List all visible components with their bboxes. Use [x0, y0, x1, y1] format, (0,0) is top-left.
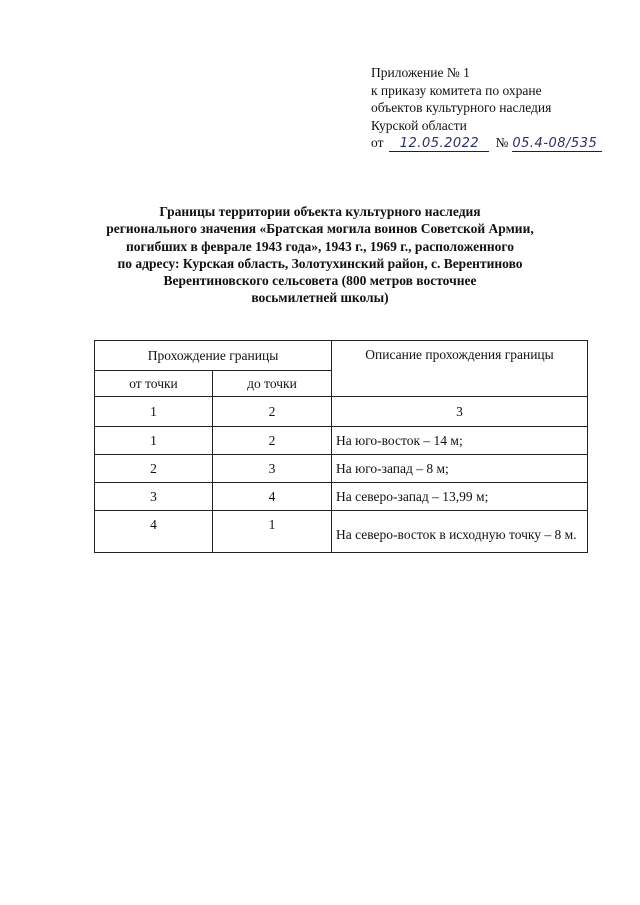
to-point-cell: 1: [213, 511, 332, 553]
column-number-row: [95, 397, 588, 427]
column-number: 3: [332, 397, 588, 427]
column-number: 2: [213, 397, 332, 427]
from-point-cell: 1: [95, 427, 213, 455]
header-boundary-description: Описание прохождения границы: [332, 341, 588, 397]
table-row: [95, 455, 588, 483]
appendix-committee: объектов культурного наследия: [371, 100, 552, 115]
handwritten-number: 05.4-08/535: [512, 136, 602, 152]
table-row: [95, 483, 588, 511]
from-point-cell: 4: [95, 511, 213, 553]
header-boundary-passage: Прохождение границы: [95, 341, 332, 371]
title-line: восьмилетней школы): [251, 290, 389, 306]
appendix-title: Приложение № 1: [371, 65, 470, 80]
description-cell: На северо-запад – 13,99 м;: [332, 483, 588, 511]
to-point-cell: 2: [213, 427, 332, 455]
boundary-table: [94, 340, 588, 553]
appendix-order-ref: к приказу комитета по охране: [371, 82, 542, 98]
appendix-header: [371, 64, 602, 152]
title-line: по адресу: Курская область, Золотухинский район, с. Верентиново: [117, 255, 523, 271]
handwritten-date: 12.05.2022: [389, 136, 489, 152]
description-cell: На юго-восток – 14 м;: [332, 427, 588, 455]
title-line: регионального значения «Братская могила воинов Советской Армии,: [106, 221, 534, 237]
column-number: 1: [95, 397, 213, 427]
number-label: №: [495, 135, 509, 150]
document-title: [60, 203, 580, 307]
to-point-cell: 4: [213, 483, 332, 511]
from-point-cell: 2: [95, 455, 213, 483]
appendix-region: Курской области: [371, 117, 467, 133]
table-row: [95, 427, 588, 455]
from-point-cell: 3: [95, 483, 213, 511]
description-cell: На северо-восток в исходную точку – 8 м.: [332, 511, 588, 553]
table-row: [95, 511, 588, 553]
from-label: от: [371, 135, 384, 150]
to-point-cell: 3: [213, 455, 332, 483]
title-line: погибших в феврале 1943 года», 1943 г., 1969 г., расположенного: [126, 238, 514, 254]
header-from-point: от точки: [95, 371, 213, 397]
order-date-number-line: [371, 134, 602, 152]
title-line: Верентиновского сельсовета (800 метров восточнее: [163, 273, 477, 289]
header-to-point: до точки: [213, 371, 332, 397]
title-line: Границы территории объекта культурного наследия: [159, 204, 481, 219]
description-cell: На юго-запад – 8 м;: [332, 455, 588, 483]
